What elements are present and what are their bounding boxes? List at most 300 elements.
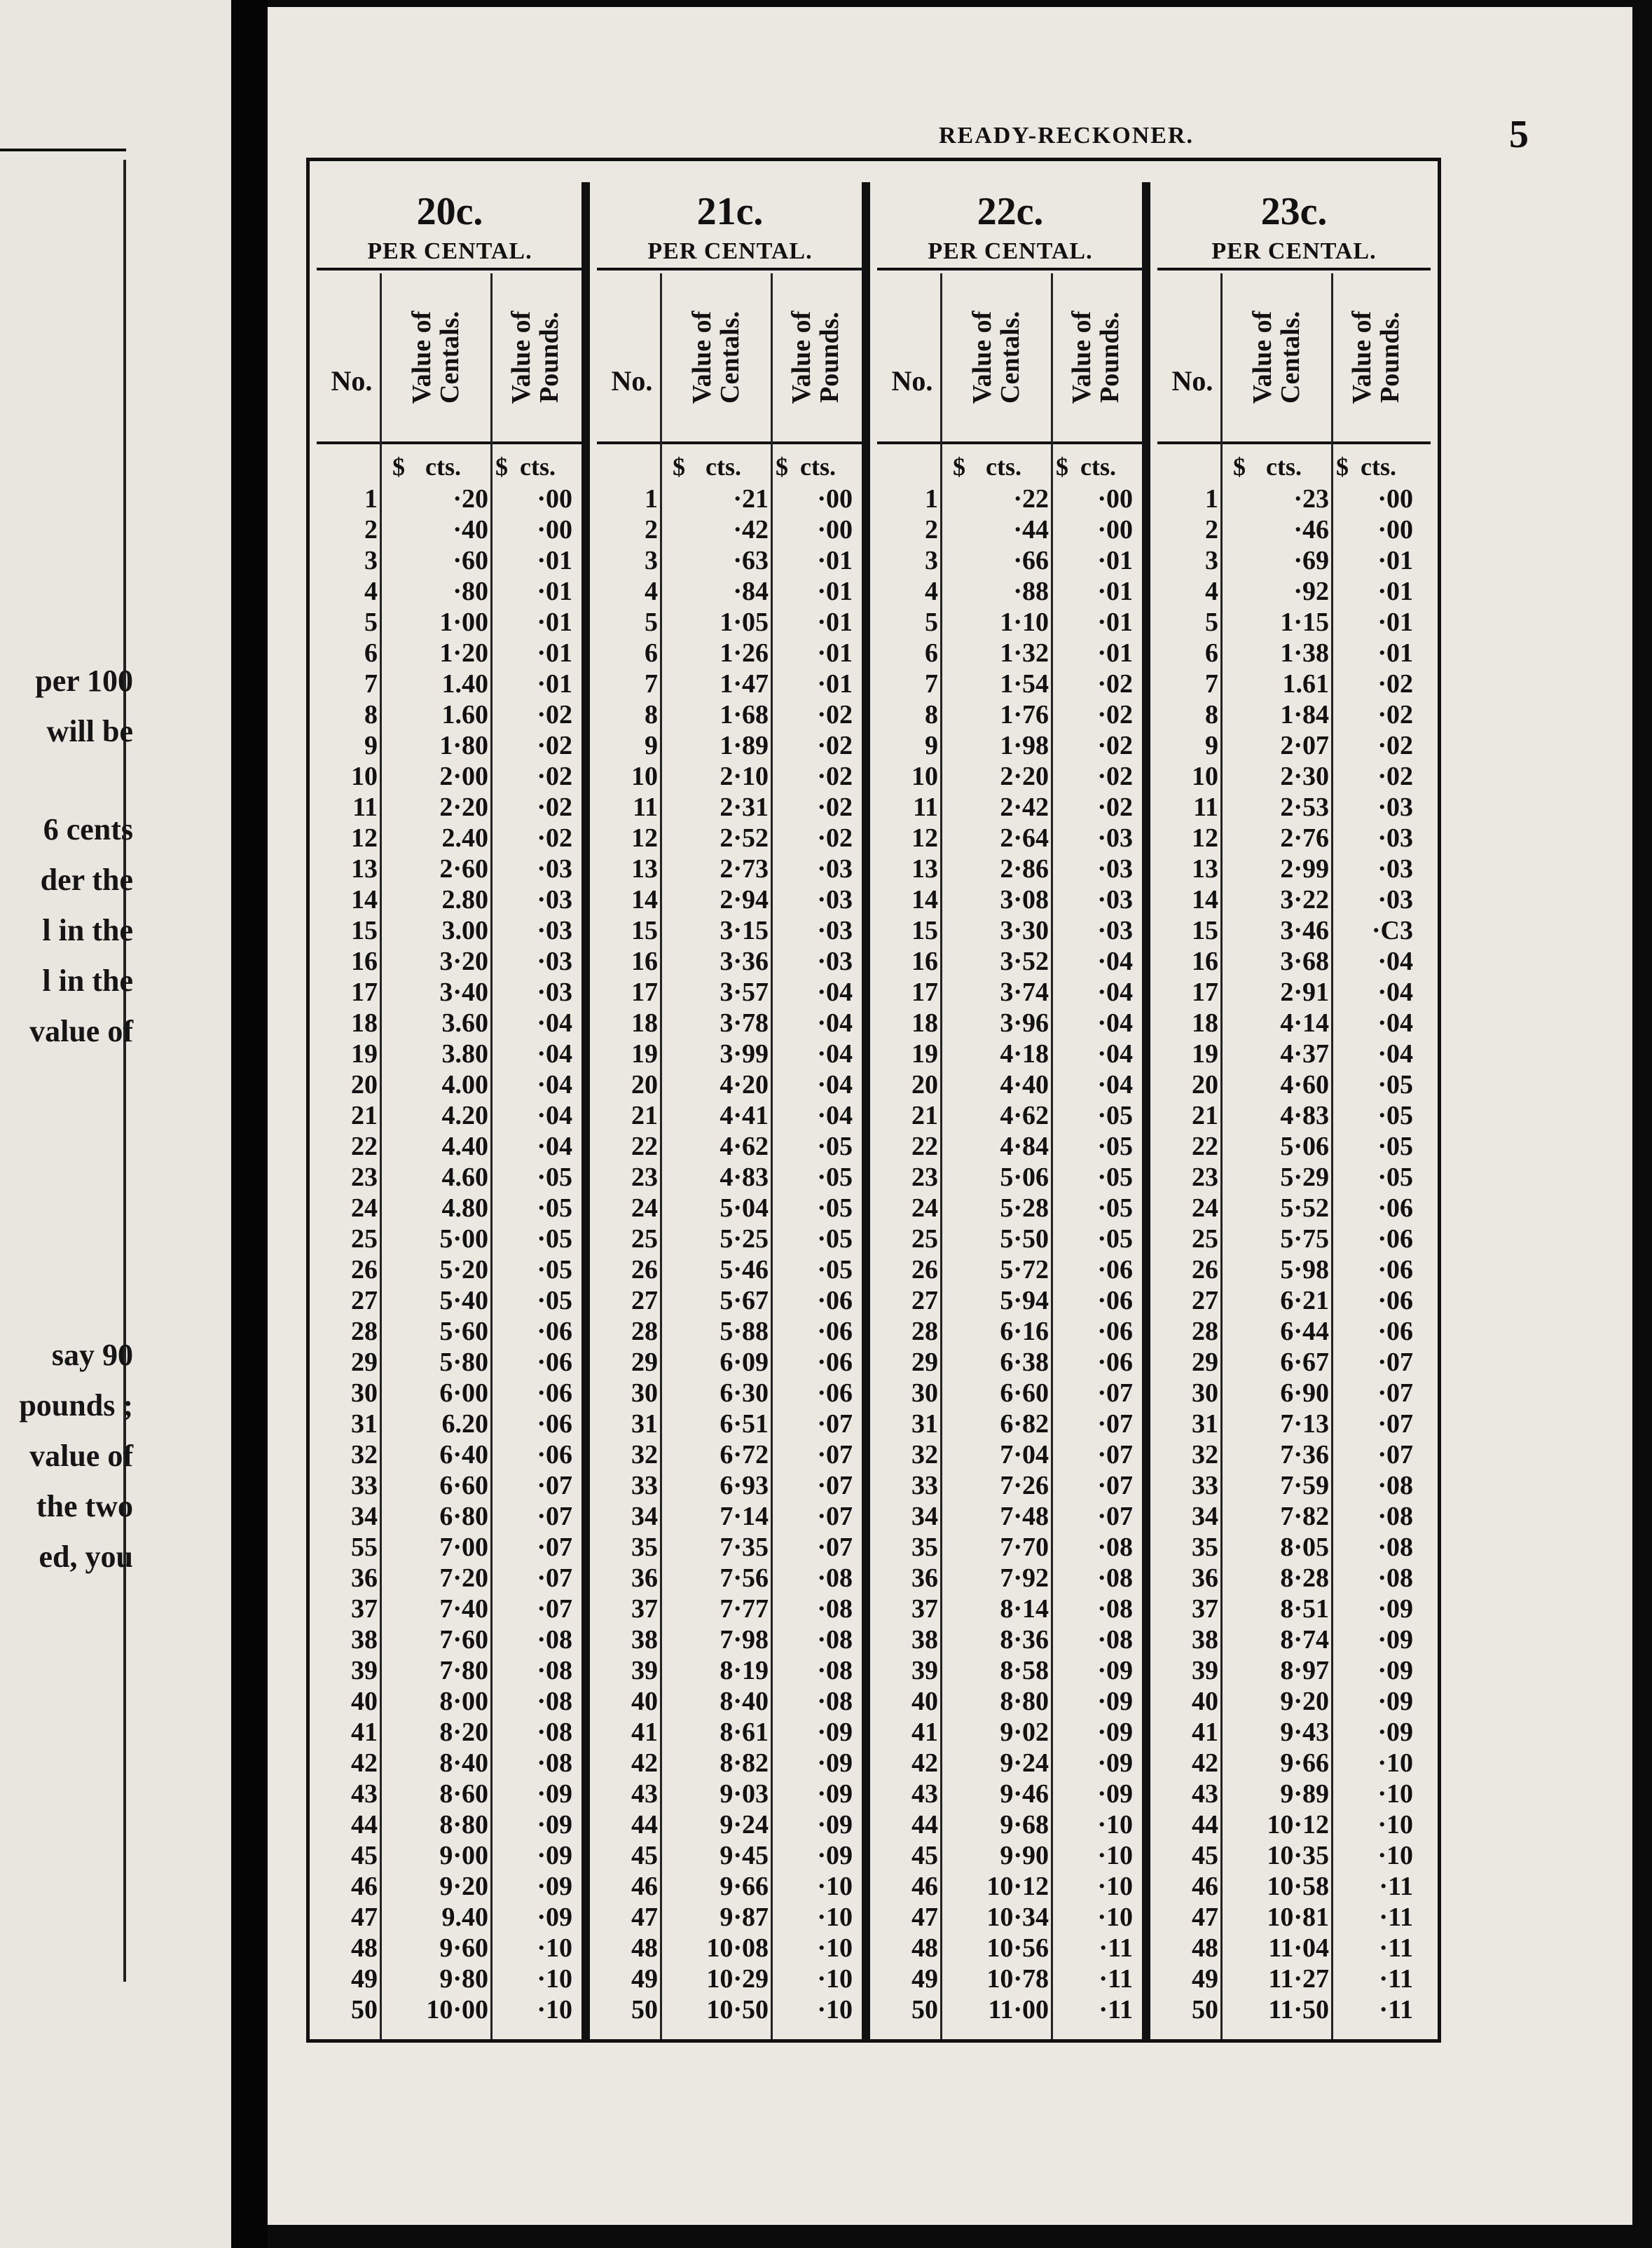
value-of-pounds: ·01 (1377, 577, 1413, 606)
row-number: 46 (1192, 1872, 1218, 1901)
value-of-centals: 1.40 (441, 669, 488, 699)
value-of-pounds: ·05 (1377, 1132, 1413, 1161)
value-of-pounds: ·02 (537, 823, 572, 853)
row-number: 23 (351, 1163, 378, 1192)
row-number: 31 (631, 1409, 658, 1439)
table-row (870, 514, 1150, 545)
table-row (310, 1470, 590, 1501)
table-row (1150, 1316, 1438, 1347)
table-row (590, 946, 870, 977)
value-of-pounds: ·05 (817, 1163, 853, 1192)
row-number: 32 (1192, 1440, 1218, 1469)
value-of-pounds: ·05 (537, 1193, 572, 1223)
table-row (870, 1008, 1150, 1039)
row-number: 46 (911, 1872, 938, 1901)
table-row (310, 946, 590, 977)
row-number: 11 (1193, 793, 1218, 822)
value-of-centals: 1·05 (720, 608, 769, 637)
table-row (590, 1902, 870, 1933)
row-number: 37 (351, 1594, 378, 1624)
value-of-pounds: ·03 (1377, 823, 1413, 853)
table-row (870, 1501, 1150, 1532)
facing-page-top-rule (0, 149, 126, 151)
cents-label: cts. (986, 453, 1021, 481)
value-of-pounds: ·08 (817, 1687, 853, 1716)
table-row (590, 854, 870, 884)
value-of-pounds: ·06 (817, 1378, 853, 1408)
row-number: 8 (645, 700, 658, 729)
row-number: 11 (633, 793, 658, 822)
value-of-pounds: ·10 (1097, 1810, 1133, 1839)
row-number: 12 (1192, 823, 1218, 853)
table-row (590, 1778, 870, 1809)
value-of-pounds: ·01 (1377, 638, 1413, 668)
table-row (310, 1439, 590, 1470)
facing-page-text-fragment: per 100 (35, 664, 133, 698)
value-of-pounds: ·01 (817, 669, 853, 699)
table-row (1150, 1624, 1438, 1655)
row-number: 6 (1205, 638, 1218, 668)
table-row (310, 1347, 590, 1378)
value-of-pounds: ·01 (1377, 608, 1413, 637)
value-of-centals: 4·60 (1280, 1070, 1329, 1099)
value-of-pounds: ·05 (1377, 1070, 1413, 1099)
row-number: 25 (1192, 1224, 1218, 1254)
value-of-centals: 3.60 (441, 1008, 488, 1038)
row-number: 13 (351, 854, 378, 884)
value-of-pounds: ·04 (1097, 1008, 1133, 1038)
row-number: 14 (351, 885, 378, 914)
value-of-centals: 6·38 (1000, 1348, 1049, 1377)
table-row (870, 1717, 1150, 1748)
value-of-centals: 2·52 (720, 823, 769, 853)
row-number: 19 (351, 1039, 378, 1069)
table-row (590, 1994, 870, 2025)
value-of-centals: 8·28 (1280, 1563, 1329, 1593)
value-of-centals: 7·70 (1000, 1533, 1049, 1562)
value-of-centals: 6·40 (439, 1440, 488, 1469)
table-row (1150, 1285, 1438, 1316)
row-number: 30 (631, 1378, 658, 1408)
value-of-pounds: ·06 (817, 1286, 853, 1315)
value-of-pounds: ·08 (537, 1625, 572, 1654)
table-row (1150, 884, 1438, 915)
row-number: 22 (911, 1132, 938, 1161)
value-of-centals: 5·46 (720, 1255, 769, 1284)
column-header-value-pounds: Value of Pounds. (787, 310, 844, 404)
value-of-pounds: ·06 (1377, 1224, 1413, 1254)
table-row (310, 1963, 590, 1994)
row-number: 39 (631, 1656, 658, 1685)
table-row (590, 669, 870, 699)
row-number: 30 (351, 1378, 378, 1408)
value-of-pounds: ·03 (1377, 793, 1413, 822)
row-number: 17 (351, 978, 378, 1007)
table-row (870, 669, 1150, 699)
value-of-centals: 7·56 (720, 1563, 769, 1593)
value-of-pounds: ·04 (537, 1101, 572, 1130)
value-of-pounds: ·02 (817, 823, 853, 853)
header-rule (877, 441, 1143, 444)
value-of-centals: 4.20 (441, 1101, 488, 1130)
value-of-pounds: ·04 (537, 1039, 572, 1069)
value-of-centals: 3·74 (1000, 978, 1049, 1007)
value-of-centals: 8·19 (720, 1656, 769, 1685)
facing-page-text-fragment: der the (40, 863, 133, 897)
value-of-centals: 6·90 (1280, 1378, 1329, 1408)
table-row (1150, 1254, 1438, 1285)
row-number: 42 (1192, 1748, 1218, 1778)
table-row (310, 1100, 590, 1131)
row-number: 46 (631, 1872, 658, 1901)
value-of-centals: 3·20 (439, 947, 488, 976)
value-of-centals: ·44 (1013, 515, 1049, 544)
table-row (870, 1563, 1150, 1594)
value-of-centals: 9·20 (1280, 1687, 1329, 1716)
row-number: 24 (351, 1193, 378, 1223)
dollar-sign: $ (495, 453, 508, 481)
value-of-centals: 9·90 (1000, 1841, 1049, 1870)
column-header-value-pounds: Value of Pounds. (507, 310, 564, 404)
value-of-centals: 8·20 (439, 1718, 488, 1747)
value-of-pounds: ·09 (817, 1810, 853, 1839)
value-of-pounds: ·02 (1377, 669, 1413, 699)
value-of-centals: 4.60 (441, 1163, 488, 1192)
value-of-centals: 4·40 (1000, 1070, 1049, 1099)
value-of-centals: 10·56 (986, 1933, 1049, 1963)
row-number: 40 (1192, 1687, 1218, 1716)
table-row (1150, 1039, 1438, 1069)
value-of-pounds: ·05 (817, 1224, 853, 1254)
value-of-centals: 6·16 (1000, 1317, 1049, 1346)
table-row (590, 484, 870, 514)
table-row (310, 545, 590, 576)
table-row (590, 545, 870, 576)
row-number: 40 (351, 1687, 378, 1716)
value-of-pounds: ·01 (817, 638, 853, 668)
value-of-pounds: ·00 (537, 515, 572, 544)
value-of-pounds: ·09 (1097, 1748, 1133, 1778)
value-of-centals: 1·20 (439, 638, 488, 668)
table-row (1150, 1378, 1438, 1409)
row-number: 42 (631, 1748, 658, 1778)
table-row (310, 1254, 590, 1285)
value-of-pounds: ·10 (1377, 1841, 1413, 1870)
table-row (870, 977, 1150, 1008)
value-of-pounds: ·09 (1097, 1779, 1133, 1809)
dollar-sign: $ (1233, 453, 1246, 481)
row-number: 15 (1192, 916, 1218, 945)
value-of-pounds: ·08 (817, 1625, 853, 1654)
row-number: 43 (631, 1779, 658, 1809)
value-of-pounds: ·03 (537, 854, 572, 884)
value-of-centals: 1·89 (720, 731, 769, 760)
row-number: 11 (913, 793, 938, 822)
table-row (1150, 854, 1438, 884)
value-of-pounds: ·09 (817, 1718, 853, 1747)
value-of-centals: 4·41 (720, 1101, 769, 1130)
value-of-centals: 8·97 (1280, 1656, 1329, 1685)
value-of-pounds: ·08 (817, 1594, 853, 1624)
table-row (1150, 730, 1438, 761)
row-number: 3 (925, 546, 938, 575)
table-row (870, 1254, 1150, 1285)
value-of-pounds: ·04 (1097, 947, 1133, 976)
row-number: 10 (911, 762, 938, 791)
value-of-pounds: ·04 (817, 1039, 853, 1069)
table-row (870, 1193, 1150, 1224)
value-of-centals: ·46 (1293, 515, 1329, 544)
row-number: 15 (911, 916, 938, 945)
row-number: 41 (631, 1718, 658, 1747)
value-of-centals: 8·05 (1280, 1533, 1329, 1562)
value-of-centals: 8·74 (1280, 1625, 1329, 1654)
table-row (590, 1748, 870, 1778)
value-of-pounds: ·11 (1379, 1872, 1413, 1901)
table-row (590, 1717, 870, 1748)
row-number: 32 (911, 1440, 938, 1469)
value-of-centals: 9·89 (1280, 1779, 1329, 1809)
value-of-centals: 6.20 (441, 1409, 488, 1439)
table-row (870, 1224, 1150, 1254)
table-row (1150, 699, 1438, 730)
table-row (310, 761, 590, 792)
table-row (1150, 1963, 1438, 1994)
value-of-pounds: ·08 (817, 1656, 853, 1685)
value-of-centals: 3.80 (441, 1039, 488, 1069)
value-of-pounds: ·08 (1097, 1563, 1133, 1593)
value-of-centals: 4·84 (1000, 1132, 1049, 1161)
value-of-pounds: ·07 (1377, 1348, 1413, 1377)
value-of-centals: 9·43 (1280, 1718, 1329, 1747)
value-of-pounds: ·04 (1377, 1039, 1413, 1069)
rate-title: 21c. (696, 190, 764, 233)
table-row (590, 1285, 870, 1316)
facing-page-text-fragment: value of (29, 1014, 133, 1048)
table-row (590, 1193, 870, 1224)
value-of-centals: 4·20 (720, 1070, 769, 1099)
row-number: 35 (911, 1533, 938, 1562)
value-of-pounds: ·11 (1379, 1933, 1413, 1963)
row-number: 12 (351, 823, 378, 853)
table-row (310, 699, 590, 730)
value-of-pounds: ·00 (817, 484, 853, 514)
value-of-pounds: ·02 (537, 762, 572, 791)
table-row (590, 576, 870, 607)
row-number: 43 (911, 1779, 938, 1809)
table-row (590, 638, 870, 669)
value-of-pounds: ·02 (1097, 731, 1133, 760)
value-of-centals: 10·00 (426, 1995, 488, 2024)
value-of-pounds: ·01 (1097, 546, 1133, 575)
value-of-pounds: ·09 (817, 1841, 853, 1870)
table-row (310, 854, 590, 884)
table-row (310, 1008, 590, 1039)
value-of-pounds: ·07 (1097, 1409, 1133, 1439)
value-of-pounds: ·01 (537, 638, 572, 668)
row-number: 4 (1205, 577, 1218, 606)
value-of-centals: 3·99 (720, 1039, 769, 1069)
table-row (1150, 761, 1438, 792)
row-number: 36 (911, 1563, 938, 1593)
value-of-pounds: ·00 (537, 484, 572, 514)
table-row (1150, 669, 1438, 699)
value-of-centals: 7·92 (1000, 1563, 1049, 1593)
row-number: 17 (631, 978, 658, 1007)
rate-title: 23c. (1260, 190, 1328, 233)
value-of-centals: 2·91 (1280, 978, 1329, 1007)
value-of-centals: 8·80 (439, 1810, 488, 1839)
table-row (1150, 545, 1438, 576)
table-row (870, 1748, 1150, 1778)
value-of-centals: 5·06 (1000, 1163, 1049, 1192)
row-number: 31 (1192, 1409, 1218, 1439)
value-of-centals: 2·42 (1000, 793, 1049, 822)
table-row (590, 977, 870, 1008)
row-number: 4 (925, 577, 938, 606)
table-row (1150, 1840, 1438, 1871)
row-number: 26 (911, 1255, 938, 1284)
row-number: 24 (911, 1193, 938, 1223)
table-row (590, 915, 870, 946)
table-row (310, 1285, 590, 1316)
page-number: 5 (1509, 113, 1529, 156)
table-row (310, 1902, 590, 1933)
value-of-pounds: ·07 (1097, 1440, 1133, 1469)
value-of-centals: 6·60 (1000, 1378, 1049, 1408)
value-of-pounds: ·04 (537, 1070, 572, 1099)
value-of-pounds: ·07 (817, 1409, 853, 1439)
row-number: 14 (1192, 885, 1218, 914)
table-row (870, 823, 1150, 854)
table-row (870, 1624, 1150, 1655)
table-row (310, 1624, 590, 1655)
row-number: 20 (351, 1070, 378, 1099)
value-of-pounds: ·06 (537, 1348, 572, 1377)
row-number: 8 (364, 700, 378, 729)
row-number: 50 (1192, 1995, 1218, 2024)
row-number: 48 (911, 1933, 938, 1963)
table-row (870, 730, 1150, 761)
row-number: 48 (351, 1933, 378, 1963)
value-of-centals: 3·57 (720, 978, 769, 1007)
value-of-centals: ·40 (453, 515, 488, 544)
value-of-centals: 1·76 (1000, 700, 1049, 729)
table-row (1150, 1347, 1438, 1378)
value-of-pounds: ·C3 (1371, 916, 1413, 945)
value-of-pounds: ·05 (817, 1193, 853, 1223)
value-of-centals: 2·76 (1280, 823, 1329, 853)
row-number: 40 (631, 1687, 658, 1716)
table-row (590, 1378, 870, 1409)
row-number: 23 (911, 1163, 938, 1192)
value-of-centals: 8·80 (1000, 1687, 1049, 1716)
value-of-pounds: ·05 (1377, 1163, 1413, 1192)
value-of-centals: 8·36 (1000, 1625, 1049, 1654)
facing-page-text-fragment: l in the (42, 913, 133, 947)
value-of-centals: 4·37 (1280, 1039, 1329, 1069)
value-of-pounds: ·01 (537, 669, 572, 699)
row-number: 34 (351, 1502, 378, 1531)
header-rule (317, 441, 583, 444)
facing-page-text-fragment: pounds ; (19, 1388, 133, 1423)
value-of-pounds: ·02 (817, 700, 853, 729)
value-of-centals: 6·44 (1280, 1317, 1329, 1346)
value-of-pounds: ·02 (1377, 762, 1413, 791)
row-number: 19 (631, 1039, 658, 1069)
column-header-number: No. (331, 365, 373, 397)
value-of-centals: ·92 (1293, 577, 1329, 606)
value-of-pounds: ·06 (1377, 1317, 1413, 1346)
value-of-centals: 3·40 (439, 978, 488, 1007)
row-number: 7 (925, 669, 938, 699)
value-of-pounds: ·01 (1097, 577, 1133, 606)
table-row (1150, 915, 1438, 946)
value-of-centals: 9·60 (439, 1933, 488, 1963)
value-of-pounds: ·00 (1377, 515, 1413, 544)
row-number: 38 (911, 1625, 938, 1654)
table-row (1150, 1563, 1438, 1594)
table-row (870, 1532, 1150, 1563)
cents-label: cts. (1266, 453, 1302, 481)
table-row (870, 638, 1150, 669)
value-of-pounds: ·06 (537, 1409, 572, 1439)
row-number: 45 (351, 1841, 378, 1870)
table-row (590, 761, 870, 792)
value-of-centals: 5·52 (1280, 1193, 1329, 1223)
value-of-centals: ·21 (733, 484, 769, 514)
row-number: 13 (1192, 854, 1218, 884)
value-of-centals: 7·80 (439, 1656, 488, 1685)
per-cental-label: PER CENTAL. (317, 238, 583, 270)
value-of-centals: ·63 (733, 546, 769, 575)
value-of-pounds: ·03 (1097, 854, 1133, 884)
row-number: 35 (1192, 1533, 1218, 1562)
table-row (310, 1409, 590, 1439)
row-number: 9 (645, 731, 658, 760)
value-of-pounds: ·03 (1377, 885, 1413, 914)
value-of-centals: 3·36 (720, 947, 769, 976)
table-row (1150, 576, 1438, 607)
table-row (870, 915, 1150, 946)
table-row (310, 669, 590, 699)
table-row (310, 1532, 590, 1563)
table-row (590, 1162, 870, 1193)
value-of-centals: 10·12 (1267, 1810, 1329, 1839)
value-of-centals: 8·40 (720, 1687, 769, 1716)
value-of-centals: 2·64 (1000, 823, 1049, 853)
value-of-centals: 2·00 (439, 762, 488, 791)
value-of-centals: 3·78 (720, 1008, 769, 1038)
value-of-pounds: ·07 (1377, 1409, 1413, 1439)
row-number: 47 (351, 1903, 378, 1932)
value-of-pounds: ·04 (1097, 978, 1133, 1007)
value-of-centals: 5·28 (1000, 1193, 1049, 1223)
value-of-pounds: ·01 (537, 577, 572, 606)
row-number: 20 (911, 1070, 938, 1099)
dollar-sign: $ (953, 453, 965, 481)
row-number: 24 (1192, 1193, 1218, 1223)
table-row (590, 514, 870, 545)
facing-page-text-fragment: 6 cents (43, 812, 133, 847)
table-row (590, 1069, 870, 1100)
value-of-pounds: ·03 (1097, 885, 1133, 914)
row-number: 7 (364, 669, 378, 699)
row-number: 30 (1192, 1378, 1218, 1408)
value-of-centals: 4·14 (1280, 1008, 1329, 1038)
row-number: 19 (911, 1039, 938, 1069)
table-row (310, 638, 590, 669)
